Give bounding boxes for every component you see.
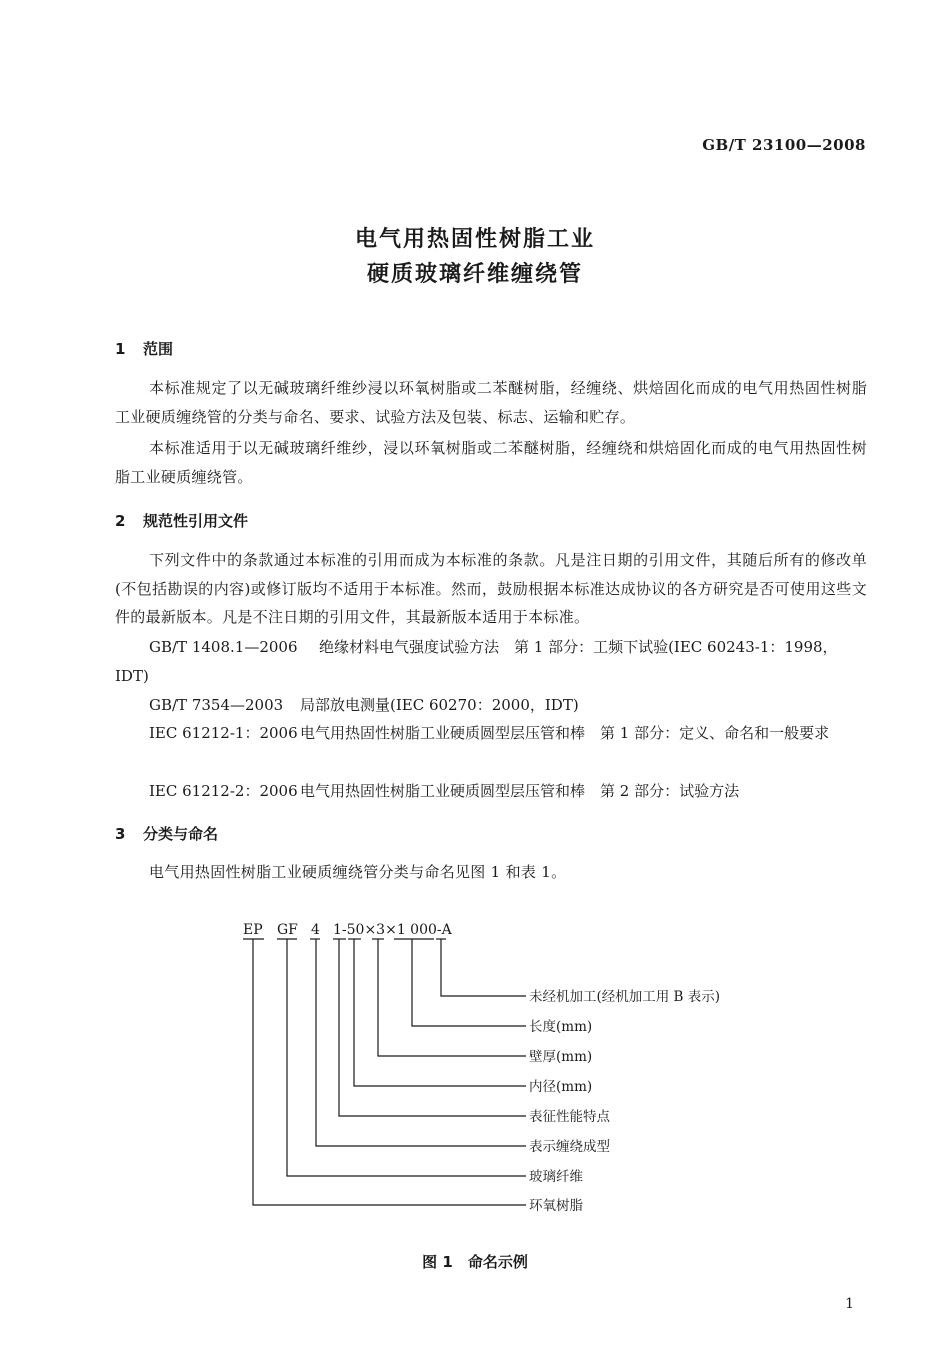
reference-text: 局部放电测量(IEC 60270：2000，IDT) xyxy=(300,696,579,714)
leader-line-length xyxy=(412,939,526,1026)
reference-code: GB/T 7354—2003 xyxy=(149,696,284,714)
section-title: 规范性引用文件 xyxy=(143,512,249,530)
figure-caption: 图 1 命名示例 xyxy=(422,1253,528,1271)
doc-title-line-2: 硬质玻璃纤维缠绕管 xyxy=(366,262,583,287)
reference-item xyxy=(115,719,867,748)
reference-text: 电气用热固性树脂工业硬质圆型层压管和棒 第 2 部分：试验方法 xyxy=(300,782,740,800)
reference-text: 电气用热固性树脂工业硬质圆型层压管和棒 第 1 部分：定义、命名和一般要求 xyxy=(300,724,830,742)
label-length: 长度(mm) xyxy=(529,1019,593,1035)
reference-item xyxy=(115,691,867,720)
leader-line-inner-dia xyxy=(354,939,526,1086)
section-1-heading xyxy=(115,338,173,359)
leader-line-wall xyxy=(378,939,526,1056)
leader-line-machining xyxy=(441,939,526,996)
reference-code: GB/T 1408.1—2006 xyxy=(149,638,298,656)
leader-line-epoxy xyxy=(253,939,526,1205)
reference-item xyxy=(115,777,867,806)
code-four: 4 xyxy=(311,922,320,938)
section-number: 3 xyxy=(115,825,126,843)
label-machining: 未经机加工(经机加工用 B 表示) xyxy=(529,989,721,1005)
reference-text: 绝缘材料电气强度试验方法 第 1 部分：工频下试验(IEC 60243-1：1998，IDT) xyxy=(115,638,838,685)
section-number: 1 xyxy=(115,340,126,358)
label-epoxy-resin: 环氧树脂 xyxy=(529,1198,583,1214)
leader-line-glass xyxy=(287,939,526,1176)
reference-code: IEC 61212-2：2006 xyxy=(149,782,298,800)
standard-code: GB/T 23100—2008 xyxy=(702,136,866,154)
section-3-heading xyxy=(115,823,218,844)
section-1-paragraph-2: 本标准适用于以无碱玻璃纤维纱，浸以环氧树脂或二苯醚树脂，经缠绕和烘焙固化而成的电气用热固性树脂工业硬质缠绕管。 xyxy=(115,439,867,486)
doc-title-line-1: 电气用热固性树脂工业 xyxy=(354,227,595,252)
section-2-paragraph-1: 下列文件中的条款通过本标准的引用而成为本标准的条款。凡是注日期的引用文件，其随后所有的修改单(不包括勘误的内容)或修订版均不适用于本标准。然而，鼓励根据本标准达成协议的各方研究是否可使用这些文件的最新版本。凡是不注日期的引用文件，其最新版本适用于本标准。 xyxy=(115,551,867,626)
leader-line-property xyxy=(339,939,526,1116)
reference-item xyxy=(115,633,867,690)
reference-code: IEC 61212-1：2006 xyxy=(149,724,298,742)
label-winding: 表示缠绕成型 xyxy=(529,1139,610,1155)
code-rest: 1-50×3×1 000-A xyxy=(333,922,452,938)
code-gf: GF xyxy=(277,922,298,938)
section-3-paragraph-1: 电气用热固性树脂工业硬质缠绕管分类与命名见图 1 和表 1。 xyxy=(149,863,567,881)
label-glass-fiber: 玻璃纤维 xyxy=(529,1169,583,1185)
section-number: 2 xyxy=(115,512,126,530)
label-property: 表征性能特点 xyxy=(529,1109,610,1125)
leader-line-winding xyxy=(316,939,526,1146)
label-wall-thickness: 壁厚(mm) xyxy=(529,1049,593,1065)
label-inner-diameter: 内径(mm) xyxy=(529,1079,593,1095)
section-title: 分类与命名 xyxy=(143,825,219,843)
section-1-paragraph-1: 本标准规定了以无碱玻璃纤维纱浸以环氧树脂或二苯醚树脂，经缠绕、烘焙固化而成的电气用热固性树脂工业硬质缠绕管的分类与命名、要求、试验方法及包装、标志、运输和贮存。 xyxy=(115,379,867,426)
naming-diagram xyxy=(0,900,950,1230)
section-2-heading xyxy=(115,510,248,531)
code-ep: EP xyxy=(243,922,263,938)
section-title: 范围 xyxy=(143,340,174,358)
page-number: 1 xyxy=(845,1296,854,1312)
